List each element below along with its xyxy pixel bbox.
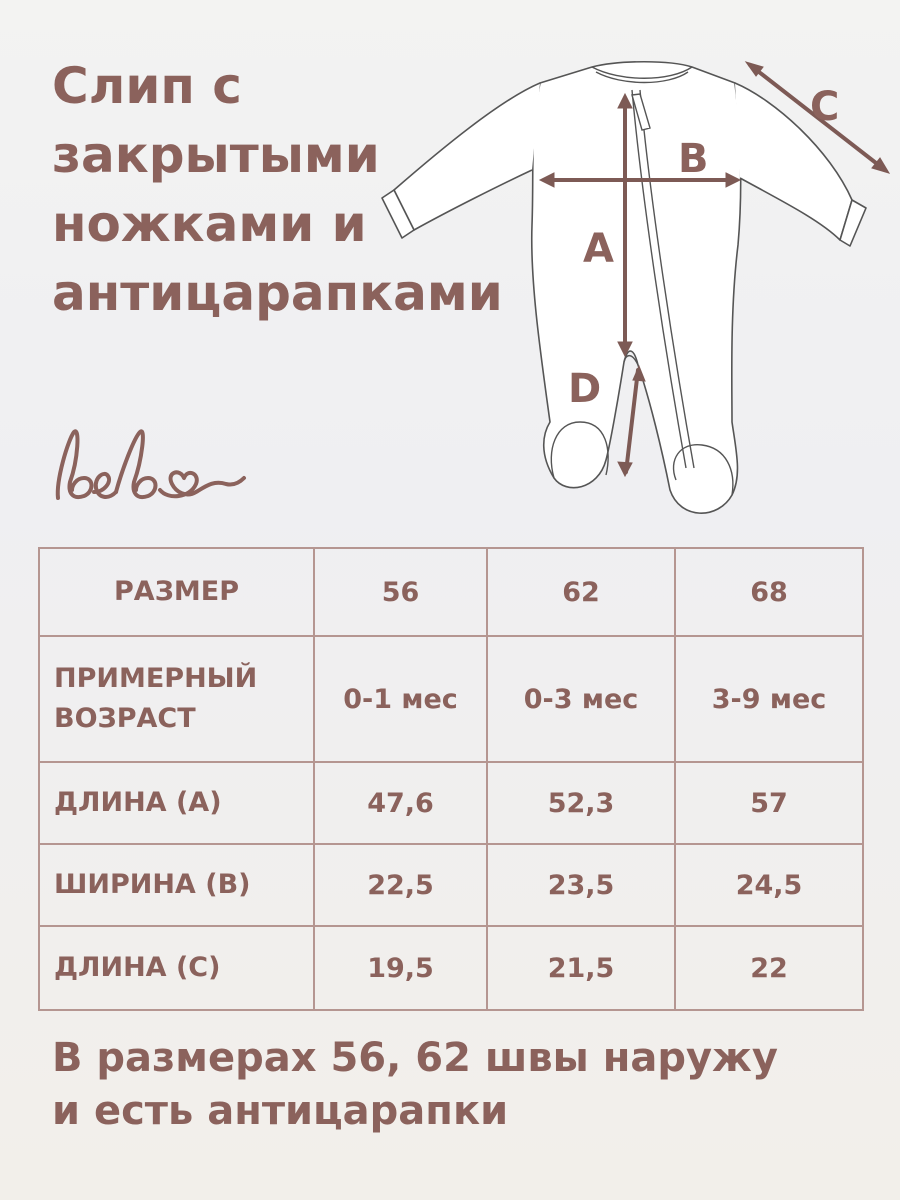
table-cell: 52,3 [487, 762, 675, 844]
table-cell: 22,5 [314, 844, 487, 926]
table-cell: 22 [675, 926, 863, 1010]
table-header-cell: РАЗМЕР [39, 548, 314, 636]
table-cell: 24,5 [675, 844, 863, 926]
row-label: ДЛИНА (С) [39, 926, 314, 1010]
table-row [39, 926, 863, 1010]
table-cell: 0-1 мес [314, 636, 487, 762]
table-cell: 47,6 [314, 762, 487, 844]
row-label-line: ПРИМЕРНЫЙ [54, 663, 258, 694]
footer-line: В размерах 56, 62 швы наружу [52, 1035, 778, 1081]
dimension-d-arrow [626, 370, 638, 472]
table-row [39, 636, 863, 762]
title-line: Слип с [52, 57, 242, 115]
dimension-label-a: A [583, 226, 614, 272]
footer-note [52, 1032, 872, 1138]
table-cell: 23,5 [487, 844, 675, 926]
table-row [39, 762, 863, 844]
title-line: ножками и [52, 195, 367, 253]
row-label [39, 636, 314, 762]
table-header-row [39, 548, 863, 636]
row-label: ШИРИНА (В) [39, 844, 314, 926]
title-line: антицарапками [52, 264, 503, 322]
sleepsuit-diagram [380, 50, 900, 540]
dimension-d-head-bottom [618, 462, 632, 476]
bebo-logo [50, 420, 250, 510]
title-line: закрытыми [52, 126, 380, 184]
footer-line: и есть антицарапки [52, 1088, 509, 1134]
table-cell: 0-3 мес [487, 636, 675, 762]
size-chart-table [38, 547, 864, 1011]
row-label: ДЛИНА (А) [39, 762, 314, 844]
dimension-label-c: C [810, 84, 840, 130]
row-label-line: ВОЗРАСТ [54, 703, 196, 734]
left-sleeve [394, 83, 540, 230]
table-cell: 57 [675, 762, 863, 844]
dimension-label-b: B [678, 136, 709, 182]
dimension-label-d: D [568, 366, 602, 412]
table-header-cell: 62 [487, 548, 675, 636]
table-header-cell: 68 [675, 548, 863, 636]
table-cell: 3-9 мес [675, 636, 863, 762]
table-header-cell: 56 [314, 548, 487, 636]
table-cell: 21,5 [487, 926, 675, 1010]
table-cell: 19,5 [314, 926, 487, 1010]
table-row [39, 844, 863, 926]
